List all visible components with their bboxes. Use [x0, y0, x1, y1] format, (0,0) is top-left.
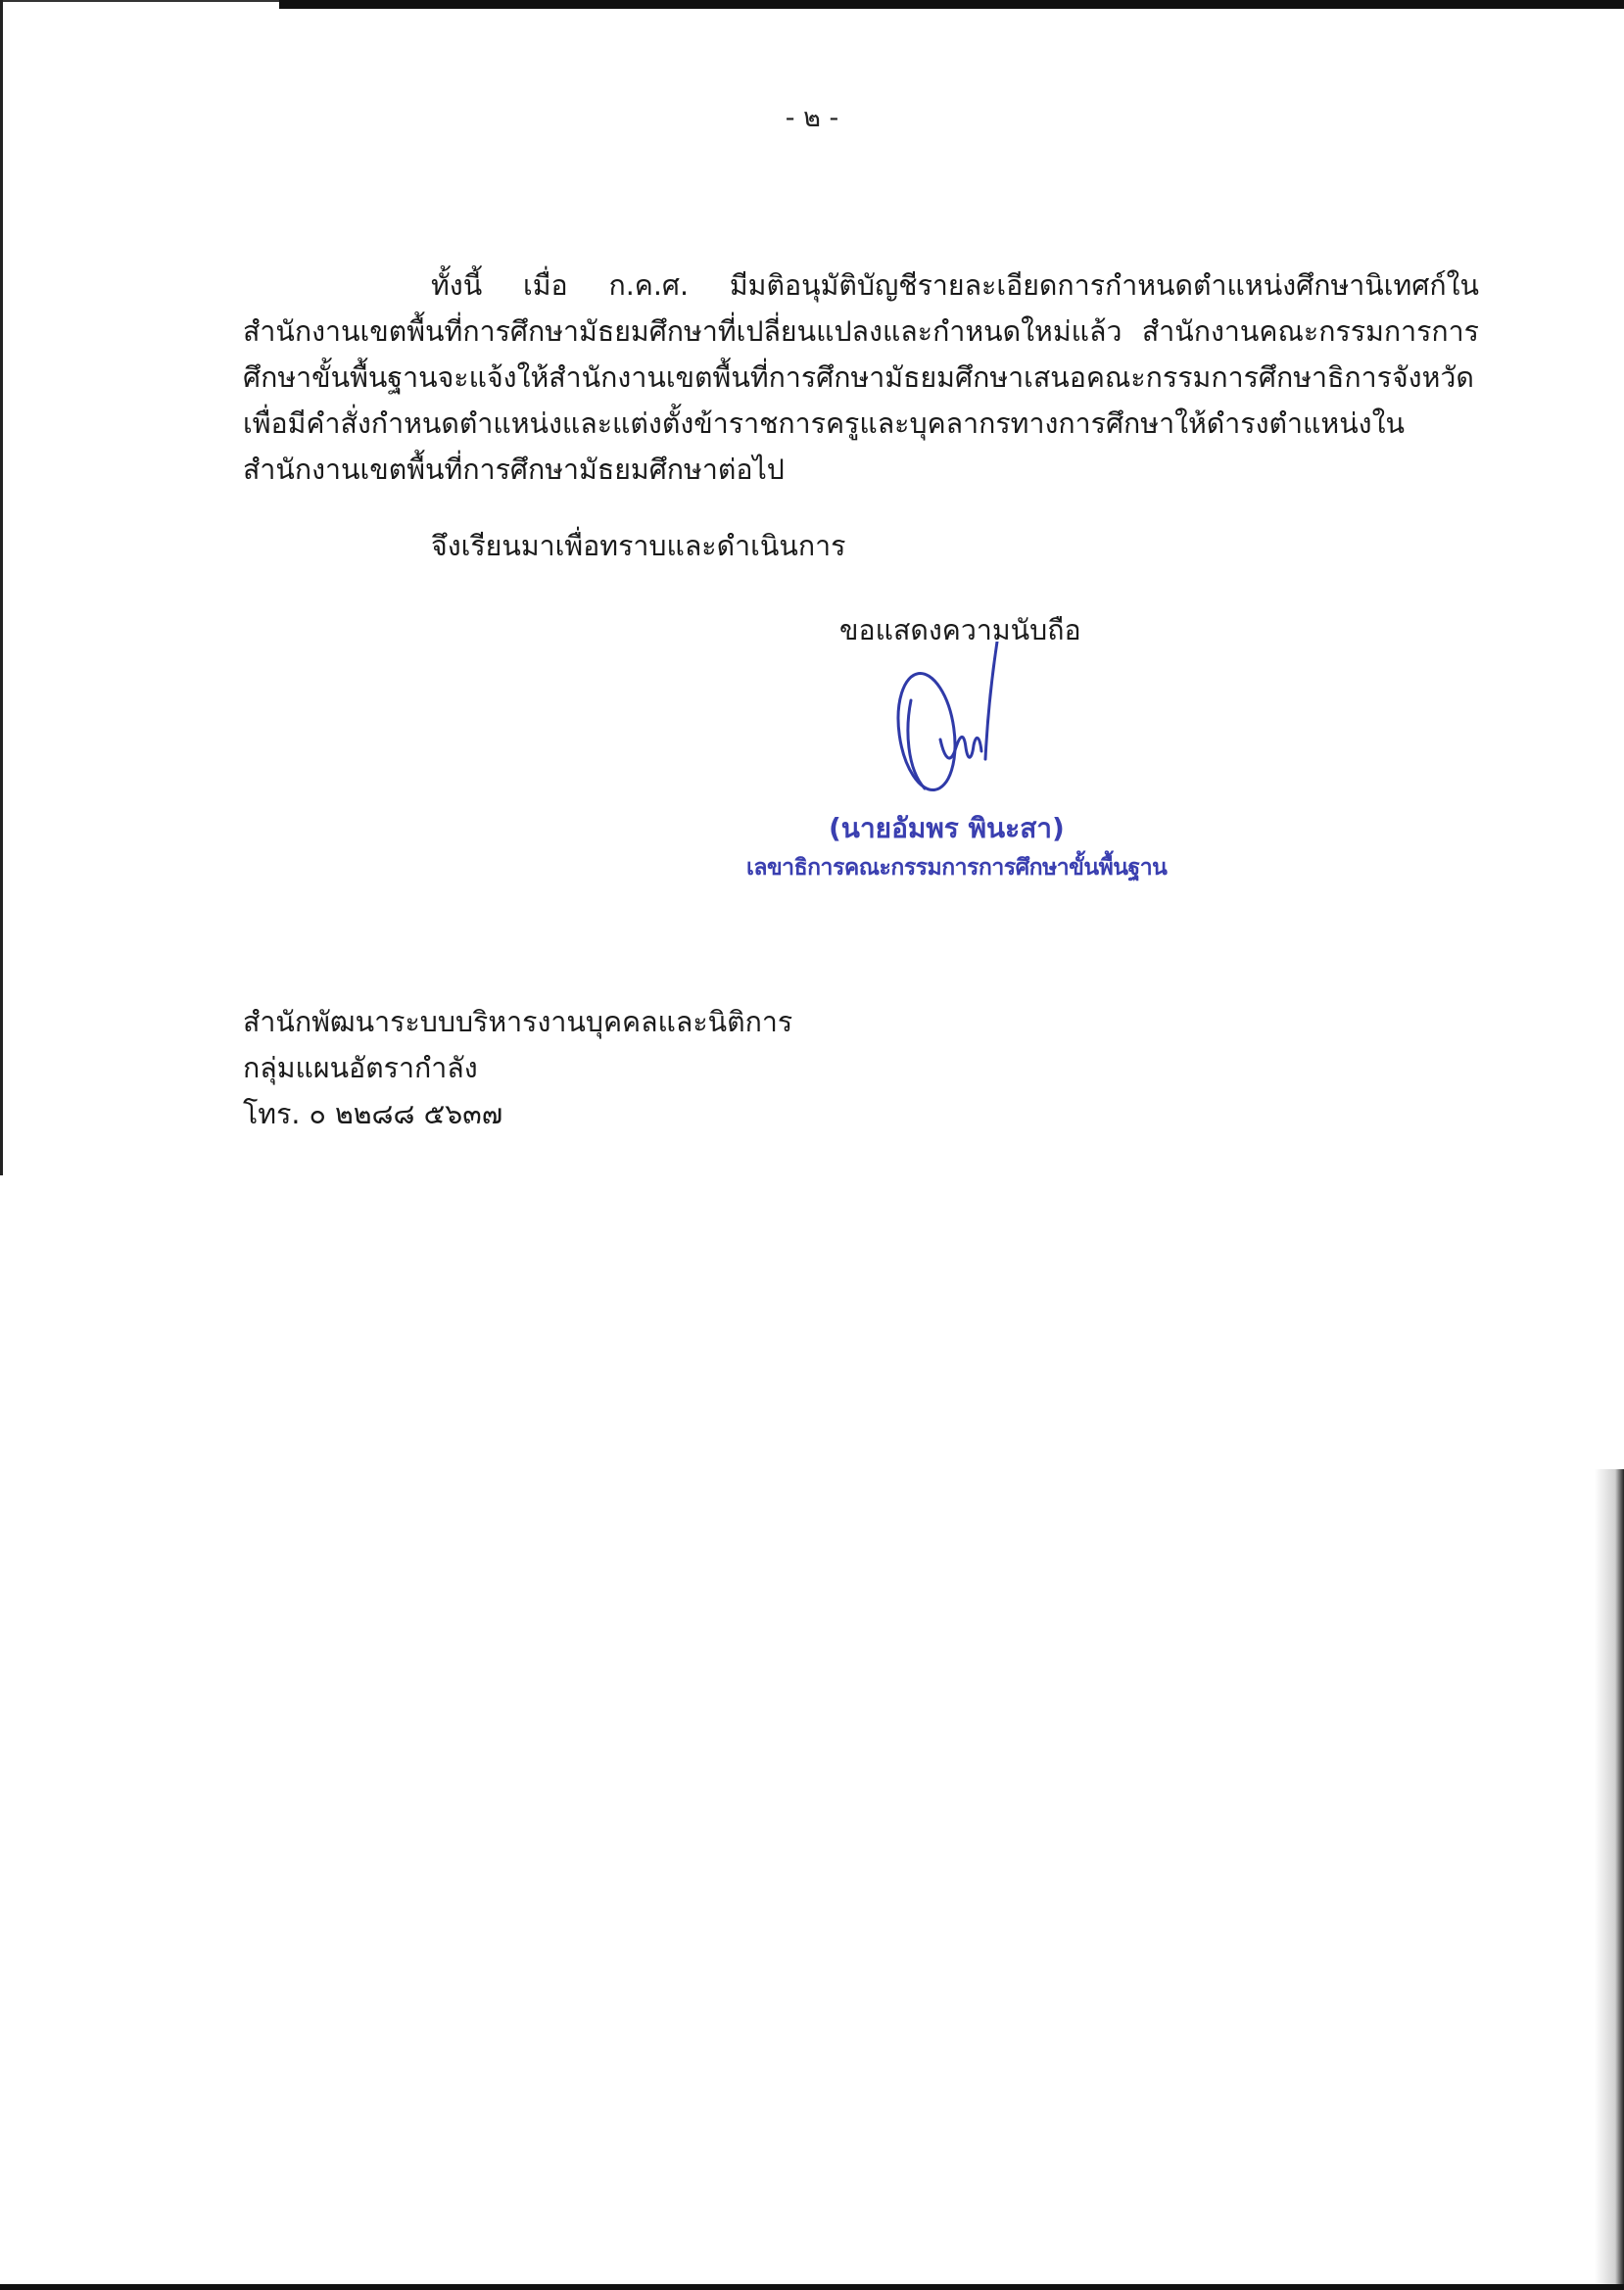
handwritten-signature — [882, 642, 1019, 808]
scan-edge-top-thin — [0, 0, 279, 2]
contact-phone: โทร. ๐ ๒๒๘๘ ๕๖๓๗ — [243, 1098, 503, 1130]
page-number: - ๒ - — [785, 103, 839, 133]
salutation: ขอแสดงความนับถือ — [839, 614, 1081, 646]
scan-edge-right-shadow — [1595, 1469, 1624, 2290]
scan-edge-bottom — [0, 2284, 1624, 2290]
scan-edge-left — [0, 0, 3, 1175]
contact-group: กลุ่มแผนอัตรากำลัง — [243, 1052, 478, 1084]
scan-edge-top — [279, 0, 1624, 9]
signer-title: เลขาธิการคณะกรรมการการศึกษาขั้นพื้นฐาน — [746, 855, 1168, 881]
contact-block — [243, 999, 792, 1137]
signer-name: (นายอัมพร พินะสา) — [829, 812, 1065, 844]
contact-office: สำนักพัฒนาระบบบริหารงานบุคคลและนิติการ — [243, 1006, 793, 1038]
closing-line: จึงเรียนมาเพื่อทราบและดำเนินการ — [431, 530, 846, 562]
body-paragraph: ทั้งนี้ เมื่อ ก.ค.ศ. มีมติอนุมัติบัญชีรายละเอียดการกำหนดตำแหน่งศึกษานิเทศก์ในสำนักงานเขตพื้นที่การศึกษามัธยมศึกษาที่เปลี่ยนแปลงและกำหนดใหม่แล้ว สำนักงานคณะกรรมการการศึกษาขั้นพื้นฐานจะแจ้งให้สำนักงานเขตพื้นที่การศึกษามัธยมศึกษาเสนอคณะกรรมการศึกษาธิการจังหวัด เพื่อมีคำสั่งกำหนดตำแหน่งและแต่งตั้งข้าราชการครูและบุคลากรทางการศึกษาให้ดำรงตำแหน่งในสำนักงานเขตพื้นที่การศึกษามัธยมศึกษาต่อไป — [243, 269, 1479, 486]
